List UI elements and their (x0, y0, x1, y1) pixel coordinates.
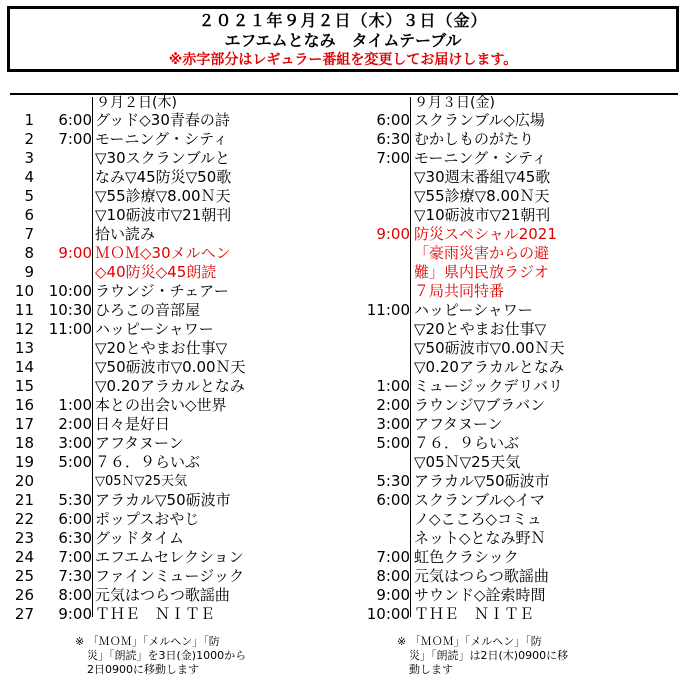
day2-program: 元気はつらつ歌謡曲 (414, 567, 549, 585)
day1-program: ▽30スクランブルと (95, 149, 231, 167)
day2-time: 2:00 (376, 396, 410, 414)
day1-program: ＴＨＥ ＮＩＴＥ (95, 605, 216, 623)
day2-program: 「豪雨災害からの避 (414, 244, 550, 262)
row-number: 18 (14, 434, 34, 452)
day1-program: アラカル▽50砺波市 (95, 491, 231, 509)
day1-time: 10:30 (48, 301, 92, 319)
day2-program: ▽05Ｎ▽25天気 (414, 453, 521, 471)
day1-time: 2:00 (58, 415, 92, 433)
row-number: 17 (14, 415, 34, 433)
row-number: 4 (24, 168, 34, 186)
day1-program: ◇40防災◇45朗読 (95, 263, 217, 281)
day1-header: ９月２日(木) (96, 95, 177, 111)
day2-program: ミュージックデリバリ (414, 377, 563, 395)
row-number: 8 (24, 244, 34, 262)
day1-program: ファインミュージック (95, 567, 245, 585)
station-title: エフエムとなみ タイムテーブル (224, 31, 462, 50)
schedule-row (0, 491, 691, 510)
day2-time: 7:00 (376, 548, 410, 566)
day2-program: 防災スペシャル2021 (414, 225, 557, 243)
schedule-row (0, 111, 691, 130)
row-number: 1 (24, 111, 34, 129)
row-number: 16 (14, 396, 34, 414)
row-number: 27 (14, 605, 34, 623)
schedule-row (0, 472, 691, 491)
day1-time: 5:00 (58, 453, 92, 471)
day1-program: ポップスおやじ (95, 510, 200, 528)
day2-program: 難」県内民放ラジオ (414, 263, 550, 281)
day1-program: ７６．９らいぶ (95, 453, 201, 471)
row-number: 12 (14, 320, 34, 338)
schedule-row (0, 187, 691, 206)
day1-program: ▽50砺波市▽0.00Ｎ天 (95, 358, 246, 376)
schedule-row (0, 244, 691, 263)
row-number: 20 (14, 472, 34, 490)
day2-program: ▽20とやまお仕事▽ (414, 320, 547, 338)
day1-program: ▽05Ｎ▽25天気 (95, 474, 188, 489)
schedule-row (0, 415, 691, 434)
day1-program: 元気はつらつ歌謡曲 (95, 586, 230, 604)
day2-time: 6:00 (376, 111, 410, 129)
day1-program: ▽55診療▽8.00Ｎ天 (95, 187, 231, 205)
day1-time: 6:00 (58, 510, 92, 528)
schedule-row (0, 206, 691, 225)
day2-time: 9:00 (376, 225, 410, 243)
day2-time: 6:00 (376, 491, 410, 509)
day1-program: ＭＯＭ◇30メルヘン (95, 244, 231, 262)
note-left (75, 635, 246, 677)
day1-program: 拾い読み (95, 225, 156, 243)
day1-time: 7:30 (58, 567, 92, 585)
day2-program: ７局共同特番 (414, 282, 505, 300)
schedule-row (0, 301, 691, 320)
day1-program: ▽0.20アラカルとなみ (95, 377, 245, 395)
day1-time: 5:30 (58, 491, 92, 509)
row-number: 9 (24, 263, 34, 281)
schedule-row (0, 358, 691, 377)
day1-time: 9:00 (58, 605, 92, 623)
day2-time: 8:00 (376, 567, 410, 585)
day2-time: 1:00 (376, 377, 410, 395)
row-number: 26 (14, 586, 34, 604)
day1-time: 7:00 (58, 130, 92, 148)
day2-program: ▽55診療▽8.00Ｎ天 (414, 187, 550, 205)
row-number: 23 (14, 529, 34, 547)
day1-time: 3:00 (58, 434, 92, 452)
row-number: 11 (14, 301, 34, 319)
day2-time: 6:30 (376, 130, 410, 148)
day2-program: アフタヌーン (414, 415, 503, 433)
row-number: 10 (14, 282, 34, 300)
row-number: 15 (14, 377, 34, 395)
row-number: 7 (24, 225, 34, 243)
row-number: 13 (14, 339, 34, 357)
row-number: 24 (14, 548, 34, 566)
day2-time: 10:00 (366, 605, 410, 623)
row-number: 22 (14, 510, 34, 528)
day2-program: ▽10砺波市▽21朝刊 (414, 206, 551, 224)
day1-time: 6:00 (58, 111, 92, 129)
schedule-row (0, 529, 691, 548)
day1-program: ハッピーシャワー (95, 320, 214, 338)
day2-program: ▽50砺波市▽0.00Ｎ天 (414, 339, 565, 357)
schedule-row (0, 339, 691, 358)
day2-program: 虹色クラシック (414, 548, 519, 566)
day2-time: 7:00 (376, 149, 410, 167)
schedule-date-title: ２０２１年９月２日（木）３日（金） (198, 11, 488, 30)
day2-program: モーニング・シティ (414, 149, 547, 167)
schedule-row (0, 225, 691, 244)
schedule-row (0, 130, 691, 149)
day1-program: 本との出会い◇世界 (95, 396, 227, 414)
schedule-row (0, 586, 691, 605)
row-number: 3 (24, 149, 34, 167)
day1-time: 1:00 (58, 396, 92, 414)
day2-time: 5:30 (376, 472, 410, 490)
row-number: 14 (14, 358, 34, 376)
day1-program: アフタヌーン (95, 434, 184, 452)
day1-time: 8:00 (58, 586, 92, 604)
day2-program: ラウンジ▽ブラバン (414, 396, 546, 414)
day2-program: ノ◇こころ◇コミュ (414, 510, 542, 528)
day1-program: ラウンジ・チェアー (95, 282, 229, 300)
day2-program: ハッピーシャワー (414, 301, 533, 319)
schedule-row (0, 434, 691, 453)
day2-program: ネット◇となみ野Ｎ (414, 529, 546, 547)
schedule-row (0, 282, 691, 301)
day1-time: 7:00 (58, 548, 92, 566)
day1-program: なみ▽45防災▽50歌 (95, 168, 232, 186)
day1-program: ▽20とやまお仕事▽ (95, 339, 228, 357)
row-number: 2 (24, 130, 34, 148)
row-number: 5 (24, 187, 34, 205)
day2-program: スクランブル◇イマ (414, 491, 545, 509)
note-right-line: 動します (409, 663, 453, 676)
day1-time: 6:30 (58, 529, 92, 547)
row-number: 21 (14, 491, 34, 509)
note-right-line: 災」「朗読」は2日(木)0900に移 (409, 649, 569, 662)
day2-program: ▽0.20アラカルとなみ (414, 358, 564, 376)
day2-program: サウンド◇詮索時間 (414, 586, 546, 604)
note-right-line: ※ 「ＭＯＭ」「メルヘン」「防 (397, 635, 542, 648)
day2-time: 11:00 (366, 301, 410, 319)
day1-program: グッドタイム (95, 529, 184, 547)
change-notice: ※赤字部分はレギュラー番組を変更してお届けします。 (168, 52, 518, 68)
day1-program: グッド◇30青春の詩 (95, 111, 230, 129)
note-left-line: ※ 「ＭＯＭ」「メルヘン」「防 (75, 635, 220, 648)
day1-time: 10:00 (48, 282, 92, 300)
title-box (7, 6, 679, 72)
day1-program: ひろこの音部屋 (95, 301, 201, 319)
row-number: 19 (14, 453, 34, 471)
day2-program: むかしものがたり (414, 130, 535, 148)
day2-program: ７６．９らいぶ (414, 434, 520, 452)
schedule-row (0, 149, 691, 168)
day2-time: 3:00 (376, 415, 410, 433)
day2-time: 5:00 (376, 434, 410, 452)
row-number: 25 (14, 567, 34, 585)
day2-program: ＴＨＥ ＮＩＴＥ (414, 605, 535, 623)
day1-program: 日々是好日 (95, 415, 171, 433)
schedule-row (0, 510, 691, 529)
note-right (397, 635, 568, 677)
schedule-row (0, 548, 691, 567)
schedule-row (0, 396, 691, 415)
day1-time: 11:00 (48, 320, 92, 338)
day2-time: 9:00 (376, 586, 410, 604)
day1-time: 9:00 (58, 244, 92, 262)
schedule-row (0, 168, 691, 187)
day2-program: スクランブル◇広場 (414, 111, 545, 129)
schedule-row (0, 605, 691, 624)
note-left-line: 災」「朗読」を3日(金)1000から (87, 649, 247, 662)
day2-header: ９月３日(金) (414, 95, 495, 111)
day1-program: モーニング・シティ (95, 130, 228, 148)
schedule-row (0, 320, 691, 339)
note-left-line: 2日0900に移動します (87, 663, 199, 676)
day1-program: ▽10砺波市▽21朝刊 (95, 206, 232, 224)
day2-program: ▽30週末番組▽45歌 (414, 168, 551, 186)
schedule-row (0, 567, 691, 586)
day2-program: アラカル▽50砺波市 (414, 472, 550, 490)
schedule-row (0, 377, 691, 396)
schedule-row (0, 263, 691, 282)
day1-program: エフエムセレクション (95, 548, 244, 566)
row-number: 6 (24, 206, 34, 224)
schedule-row (0, 453, 691, 472)
